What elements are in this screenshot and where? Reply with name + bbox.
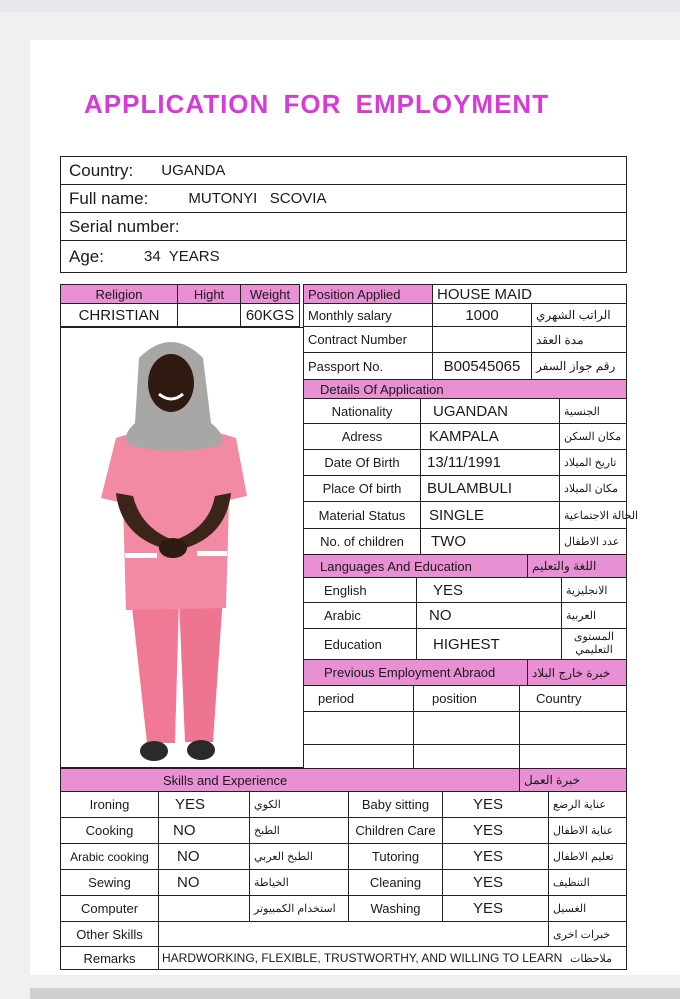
skills-heading: Skills and Experience <box>60 768 520 792</box>
age-value: 34 YEARS <box>143 248 220 265</box>
skill-value: YES <box>442 869 549 896</box>
serial-label: Serial number: <box>69 216 180 236</box>
detail-label: Nationality <box>303 398 421 424</box>
skill-label: Computer <box>60 895 159 922</box>
skill-label: Baby sitting <box>348 791 443 818</box>
employment-cell <box>413 744 520 769</box>
skill-arabic: الطبخ العربي <box>249 843 349 870</box>
fullname-label: Full name: <box>69 188 149 208</box>
passport-label: Passport No. <box>303 352 433 380</box>
remarks-arabic: ملاحظات <box>570 953 612 965</box>
other-skills-arabic: خبرات اخرى <box>548 921 627 947</box>
language-arabic: الانجليزية <box>561 577 627 603</box>
height-value <box>177 303 241 327</box>
detail-value: 13/11/1991 <box>420 449 560 476</box>
position-label: Position Applied <box>303 284 433 304</box>
language-arabic: العربية <box>561 602 627 629</box>
skill-label: Sewing <box>60 869 159 896</box>
salary-value: 1000 <box>432 303 532 327</box>
skill-label: Arabic cooking <box>60 843 159 870</box>
employment-col-period: period <box>303 685 414 712</box>
language-value: HIGHEST <box>416 628 562 660</box>
skill-label: Cooking <box>60 817 159 844</box>
detail-label: Place Of birth <box>303 475 421 502</box>
skill-arabic: عناية الرضع <box>548 791 627 818</box>
country-label: Country: <box>69 160 134 180</box>
height-label: Hight <box>177 284 241 304</box>
skill-value: NO <box>158 843 250 870</box>
age-row <box>61 241 626 272</box>
applicant-photo <box>61 328 303 767</box>
language-value: NO <box>416 602 562 629</box>
employment-cell <box>519 711 627 745</box>
skill-arabic: الكوي <box>249 791 349 818</box>
country-row <box>61 157 626 185</box>
employment-col-country: Country <box>519 685 627 712</box>
detail-arabic: عدد الاطفال <box>559 528 627 555</box>
contract-value <box>432 326 532 353</box>
employment-heading: Previous Employment Abraod <box>303 659 528 686</box>
contract-arabic: مدة العقد <box>531 326 627 353</box>
detail-arabic: الحالة الاجتماعية <box>559 501 627 529</box>
detail-arabic: تاريخ الميلاد <box>559 449 627 476</box>
skill-value: YES <box>158 791 250 818</box>
weight-label: Weight <box>240 284 300 304</box>
weight-value: 60KGS <box>240 303 300 327</box>
other-skills-label: Other Skills <box>60 921 159 947</box>
salary-label: Monthly salary <box>303 303 433 327</box>
languages-heading-arabic: اللغة والتعليم <box>527 554 627 578</box>
detail-value: KAMPALA <box>420 423 560 450</box>
skill-value: NO <box>158 817 250 844</box>
details-heading: Details Of Application <box>303 379 627 399</box>
skill-arabic: تعليم الاطفال <box>548 843 627 870</box>
country-value: UGANDA <box>161 162 226 179</box>
language-arabic: المستوى التعليمي <box>561 628 627 660</box>
skill-value: YES <box>442 791 549 818</box>
skill-value: YES <box>442 817 549 844</box>
language-label: Education <box>303 628 417 660</box>
skill-label: Cleaning <box>348 869 443 896</box>
skill-arabic: استخدام الكمبيوتر <box>249 895 349 922</box>
skill-arabic: الخياطة <box>249 869 349 896</box>
skill-value: NO <box>158 869 250 896</box>
skills-heading-arabic: خبرة العمل <box>519 768 627 792</box>
browser-top-bar <box>0 0 680 12</box>
detail-label: No. of children <box>303 528 421 555</box>
language-label: English <box>303 577 417 603</box>
skill-value <box>158 895 250 922</box>
detail-value: UGANDAN <box>420 398 560 424</box>
skill-arabic: التنظيف <box>548 869 627 896</box>
fullname-value: MUTONYI SCOVIA <box>188 190 327 207</box>
employment-cell <box>519 744 627 769</box>
remarks-value: HARDWORKING, FLEXIBLE, TRUSTWORTHY, AND WILLING TO LEARN <box>158 946 627 970</box>
skill-value: YES <box>442 895 549 922</box>
skill-arabic: الطبخ <box>249 817 349 844</box>
detail-value: SINGLE <box>420 501 560 529</box>
detail-value: TWO <box>420 528 560 555</box>
skill-label: Children Care <box>348 817 443 844</box>
passport-arabic: رقم جواز السفر <box>531 352 627 380</box>
skill-label: Tutoring <box>348 843 443 870</box>
employment-cell <box>303 711 414 745</box>
skill-arabic: الغسيل <box>548 895 627 922</box>
skill-arabic: عناية الاطفال <box>548 817 627 844</box>
detail-arabic: مكان الميلاد <box>559 475 627 502</box>
languages-heading: Languages And Education <box>303 554 528 578</box>
page-title: APPLICATION FOR EMPLOYMENT <box>84 89 550 119</box>
language-value: YES <box>416 577 562 603</box>
serial-row <box>61 213 626 241</box>
remarks-label: Remarks <box>60 946 159 970</box>
employment-cell <box>303 744 414 769</box>
detail-label: Adress <box>303 423 421 450</box>
detail-value: BULAMBULI <box>420 475 560 502</box>
applicant-photo-frame <box>60 327 304 768</box>
religion-value: CHRISTIAN <box>60 303 178 327</box>
detail-arabic: مكان السكن <box>559 423 627 450</box>
detail-arabic: الجنسية <box>559 398 627 424</box>
contract-label: Contract Number <box>303 326 433 353</box>
position-value: HOUSE MAID <box>432 284 627 304</box>
detail-label: Date Of Birth <box>303 449 421 476</box>
skill-label: Washing <box>348 895 443 922</box>
skill-value: YES <box>442 843 549 870</box>
salary-arabic: الراتب الشهري <box>531 303 627 327</box>
fullname-row <box>61 185 626 213</box>
passport-value: B00545065 <box>432 352 532 380</box>
employment-cell <box>413 711 520 745</box>
religion-label: Religion <box>60 284 178 304</box>
detail-label: Material Status <box>303 501 421 529</box>
employment-col-position: position <box>413 685 520 712</box>
skill-label: Ironing <box>60 791 159 818</box>
language-label: Arabic <box>303 602 417 629</box>
next-page-strip <box>30 988 680 999</box>
other-skills-value <box>158 921 549 947</box>
age-label: Age: <box>69 246 104 266</box>
employment-heading-arabic: خبرة خارج البلاد <box>527 659 627 686</box>
